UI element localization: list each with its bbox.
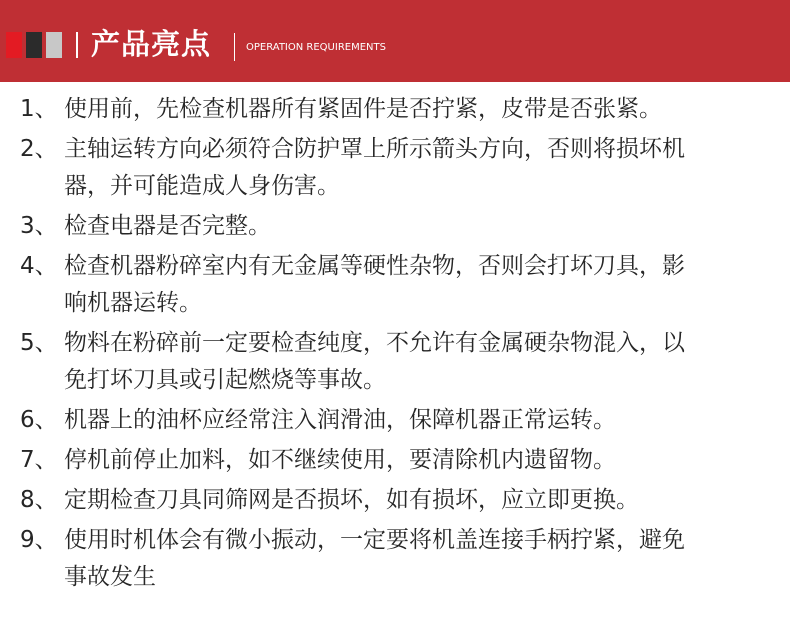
item-text-line: 检查电器是否完整。 bbox=[64, 213, 271, 239]
list-item bbox=[0, 442, 790, 479]
page-subtitle: OPERATION REQUIREMENTS bbox=[246, 42, 386, 53]
item-text-line: 使用前，先检查机器所有紧固件是否拧紧，皮带是否张紧。 bbox=[64, 96, 662, 122]
item-number: 9、 bbox=[20, 527, 58, 553]
item-text-line: 检查机器粉碎室内有无金属等硬性杂物，否则会打坏刀具，影 bbox=[64, 253, 685, 279]
gray-block bbox=[46, 32, 62, 58]
item-text-line: 器，并可能造成人身伤害。 bbox=[64, 173, 340, 199]
list-item bbox=[0, 248, 790, 322]
item-number: 4、 bbox=[20, 253, 58, 279]
item-text-line: 免打坏刀具或引起燃烧等事故。 bbox=[64, 367, 386, 393]
item-number: 2、 bbox=[20, 136, 58, 162]
item-text-line: 事故发生 bbox=[64, 564, 156, 590]
item-number: 6、 bbox=[20, 407, 58, 433]
item-number: 3、 bbox=[20, 213, 58, 239]
item-text-line: 机器上的油杯应经常注入润滑油，保障机器正常运转。 bbox=[64, 407, 616, 433]
item-text-line: 定期检查刀具同筛网是否损坏，如有损坏，应立即更换。 bbox=[64, 487, 639, 513]
title-divider-right bbox=[234, 33, 235, 61]
item-number: 7、 bbox=[20, 447, 58, 473]
item-text-line: 停机前停止加料，如不继续使用，要清除机内遗留物。 bbox=[64, 447, 616, 473]
decorative-blocks bbox=[6, 32, 66, 58]
dark-block bbox=[26, 32, 42, 58]
item-number: 5、 bbox=[20, 330, 58, 356]
list-item bbox=[0, 482, 790, 519]
list-item bbox=[0, 402, 790, 439]
list-item bbox=[0, 325, 790, 399]
list-item bbox=[0, 208, 790, 245]
title-divider-left bbox=[76, 32, 78, 58]
item-number: 1、 bbox=[20, 96, 58, 122]
list-item bbox=[0, 91, 790, 128]
list-item bbox=[0, 522, 790, 596]
item-number: 8、 bbox=[20, 487, 58, 513]
page-title: 产品亮点 bbox=[91, 27, 212, 61]
item-text-line: 响机器运转。 bbox=[64, 290, 202, 316]
item-text-line: 物料在粉碎前一定要检查纯度，不允许有金属硬杂物混入，以 bbox=[64, 330, 685, 356]
requirements-list bbox=[0, 91, 790, 621]
item-text-line: 主轴运转方向必须符合防护罩上所示箭头方向，否则将损坏机 bbox=[64, 136, 685, 162]
list-item bbox=[0, 131, 790, 205]
red-block bbox=[6, 32, 22, 58]
item-text-line: 使用时机体会有微小振动，一定要将机盖连接手柄拧紧，避免 bbox=[64, 527, 685, 553]
header-banner bbox=[0, 0, 790, 82]
